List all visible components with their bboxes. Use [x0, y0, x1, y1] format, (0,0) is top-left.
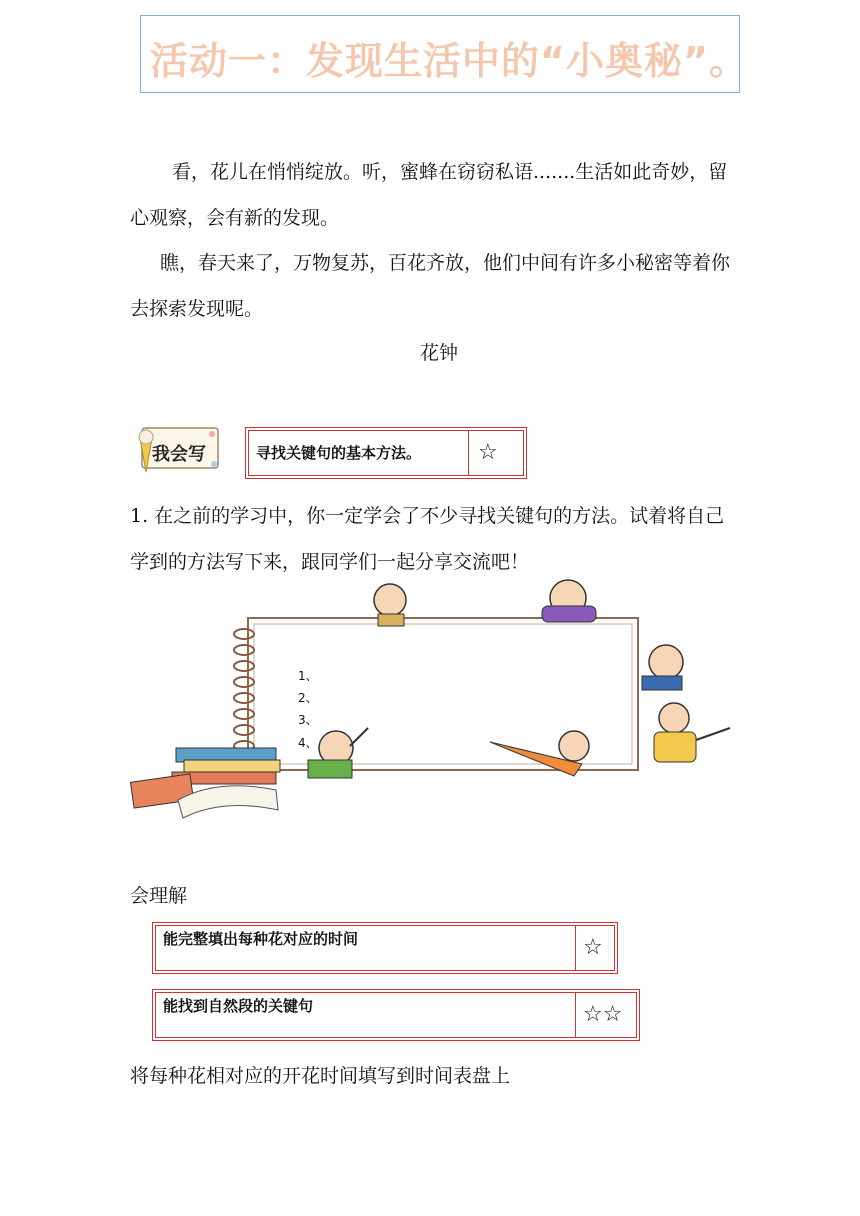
badge-label: 我会写 [152, 444, 206, 465]
notebook-line-4: 4、 [298, 736, 318, 750]
task-label: 寻找关键句的基本方法。 [256, 444, 422, 462]
notebook-illustration [128, 578, 738, 828]
page-title: 活动一：发现生活中的“小奥秘”。 [150, 39, 748, 83]
intro-paragraph-2: 瞧，春天来了，万物复苏，百花齐放，他们中间有许多小秘密等着你去探索发现呢。 [130, 252, 731, 320]
instruction-text: 将每种花相对应的开花时间填写到时间表盘上 [130, 1065, 511, 1087]
notebook-line-1: 1、 [298, 669, 318, 683]
notebook-line-2: 2、 [298, 691, 318, 705]
question-1: 1. 在之前的学习中，你一定学会了不少寻找关键句的方法。试着将自己学到的方法写下来，跟同学们一起分享交流吧！ [130, 505, 725, 573]
section-heading: 花钟 [420, 342, 459, 364]
rubric-row-1-stars: ☆ [583, 935, 603, 960]
task-box-divider [468, 430, 469, 476]
rubric-row-2-divider [575, 992, 576, 1038]
intro-paragraph-1: 看，花儿在悄悄绽放。听，蜜蜂在窃窃私语.......生活如此奇妙，留心观察，会有新的发现。 [130, 161, 728, 229]
understand-section-title: 会理解 [130, 885, 188, 907]
notebook-line-3: 3、 [298, 713, 318, 727]
rubric-row-2-stars: ☆☆ [583, 1002, 623, 1027]
rubric-row-1-label: 能完整填出每种花对应的时间 [163, 930, 359, 948]
rubric-row-2-label: 能找到自然段的关键句 [163, 997, 314, 1015]
task-star-rating: ☆ [478, 440, 498, 465]
rubric-row-1-divider [575, 925, 576, 971]
